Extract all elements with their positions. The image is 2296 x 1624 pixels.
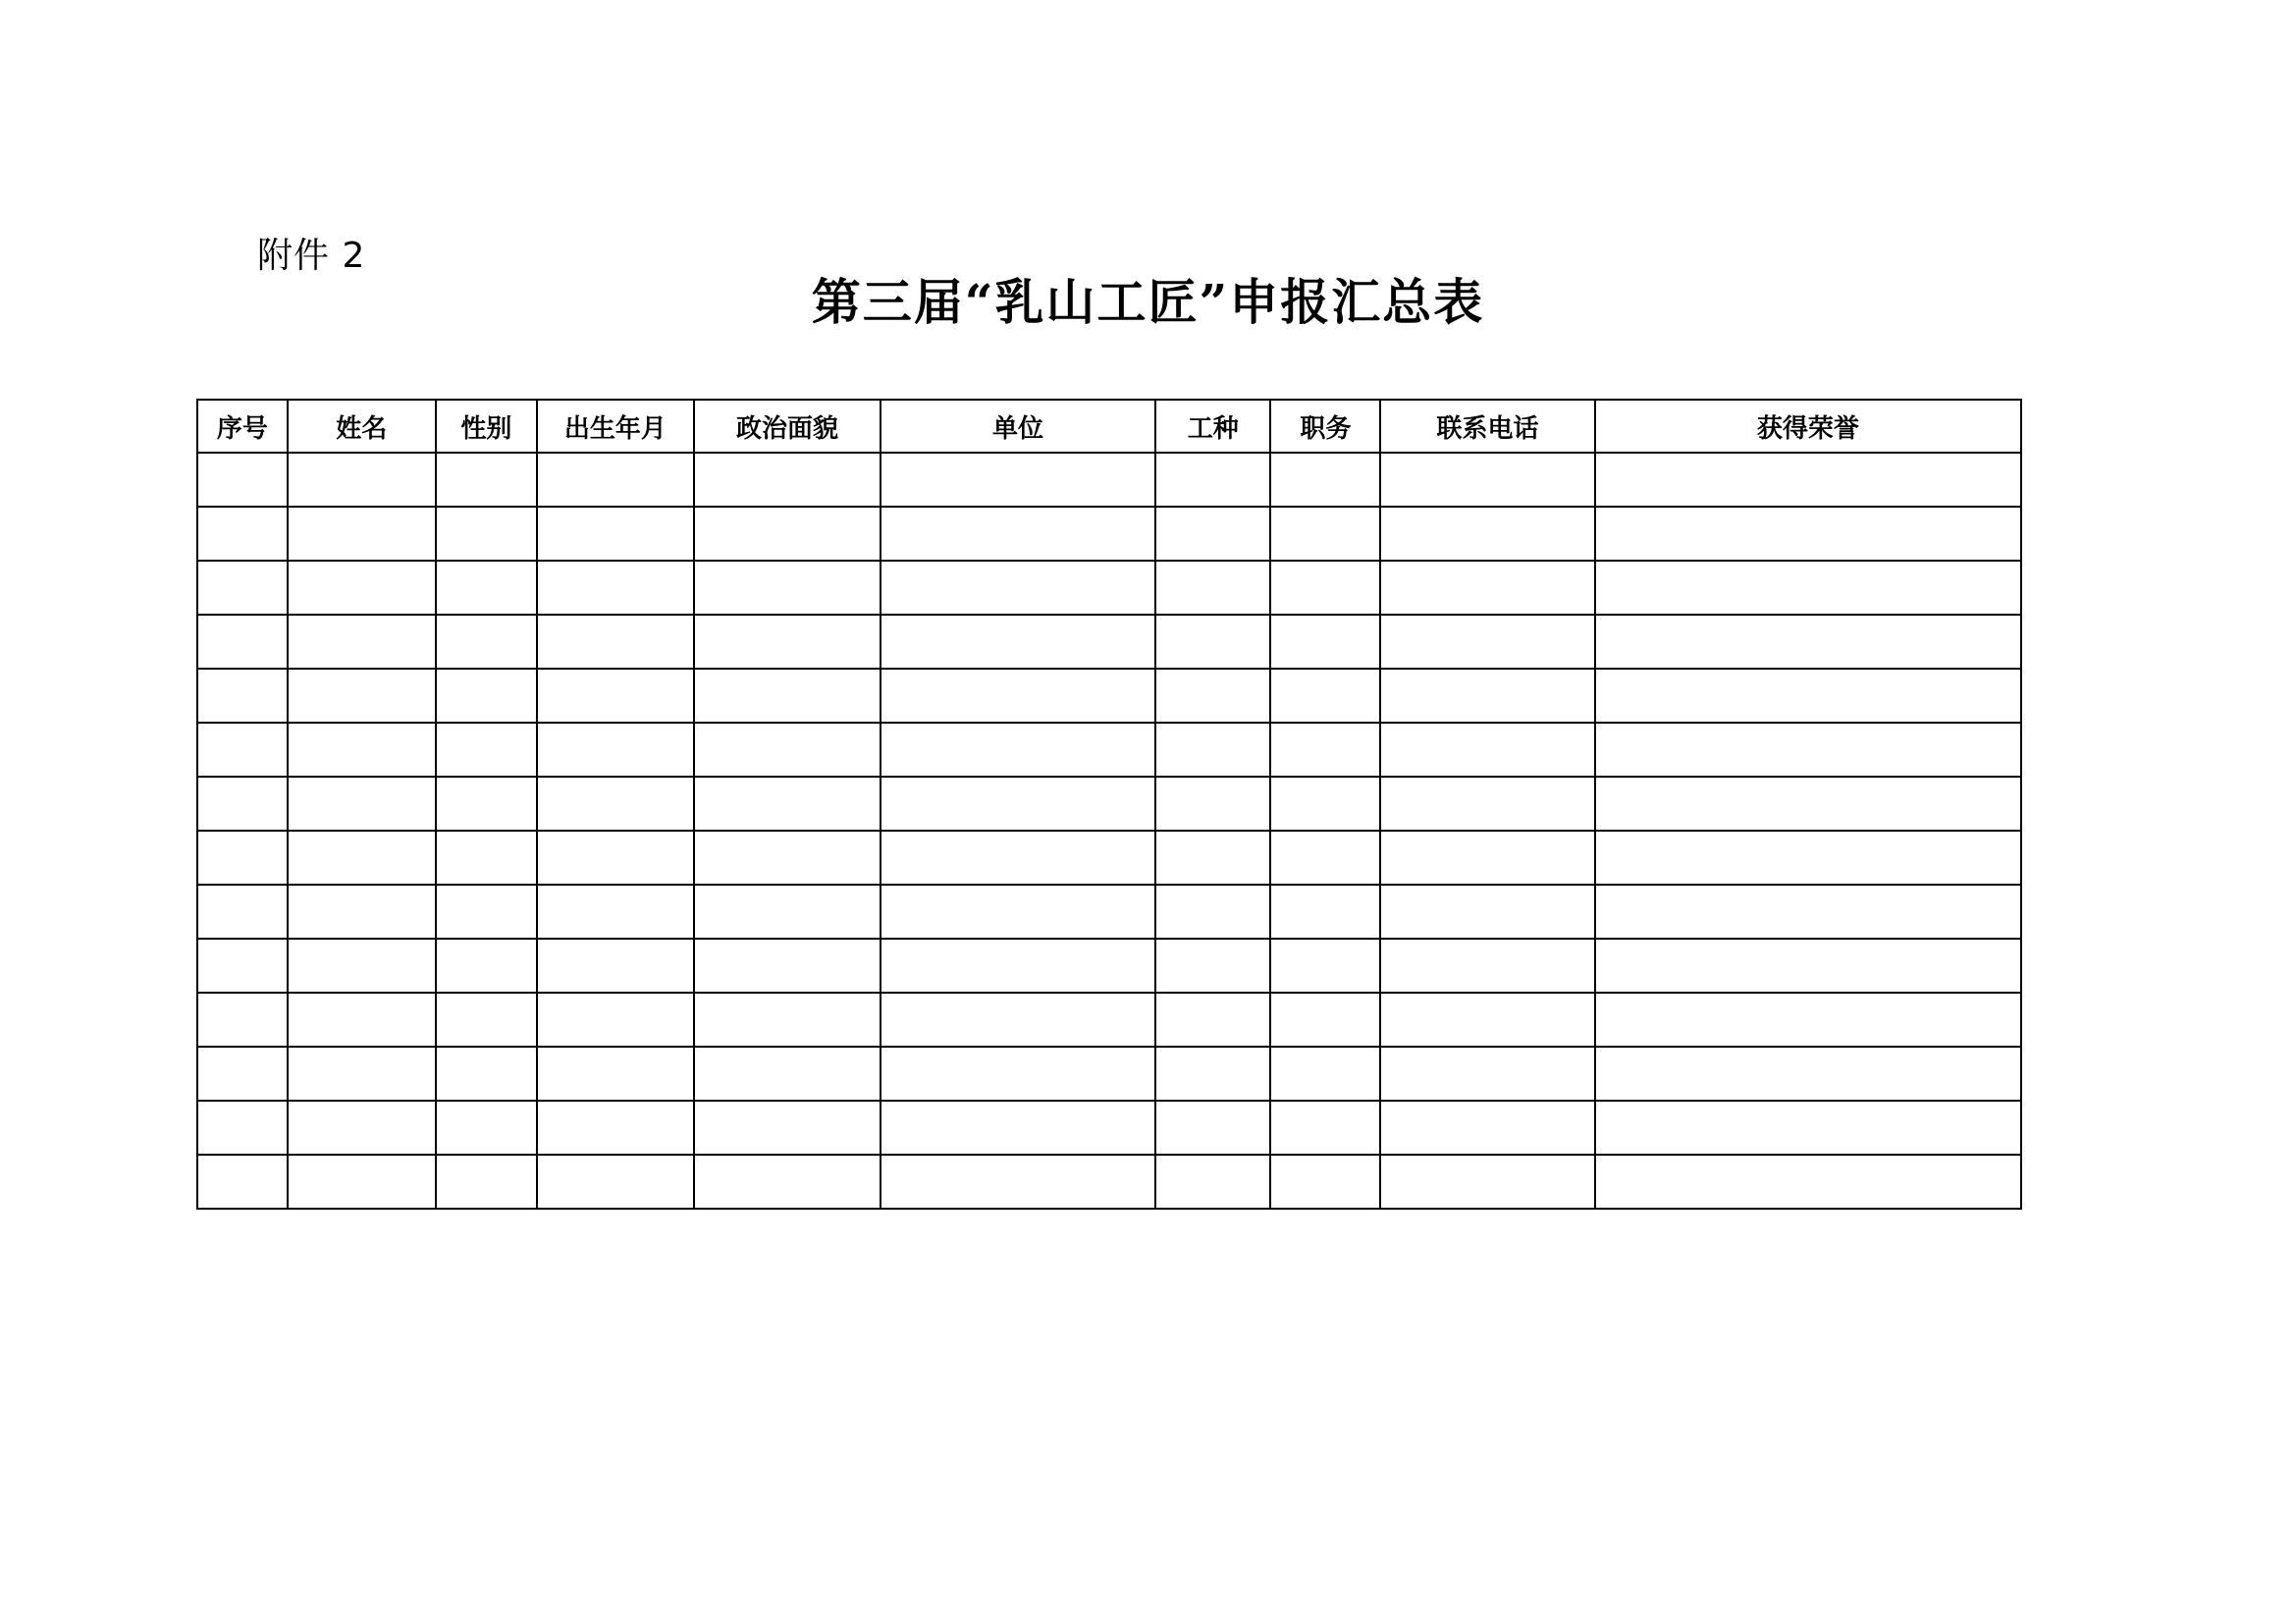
cell-phone[interactable] xyxy=(1380,453,1594,507)
cell-political[interactable] xyxy=(694,1047,881,1101)
cell-gender[interactable] xyxy=(436,939,537,993)
cell-index[interactable] xyxy=(197,1155,288,1209)
cell-birthdate[interactable] xyxy=(537,561,694,615)
cell-organization[interactable] xyxy=(881,453,1155,507)
cell-honors[interactable] xyxy=(1595,669,2021,723)
cell-index[interactable] xyxy=(197,507,288,561)
cell-worktype[interactable] xyxy=(1155,831,1271,885)
cell-position[interactable] xyxy=(1270,723,1380,777)
cell-birthdate[interactable] xyxy=(537,669,694,723)
cell-honors[interactable] xyxy=(1595,1047,2021,1101)
cell-name[interactable] xyxy=(288,669,436,723)
cell-index[interactable] xyxy=(197,939,288,993)
cell-name[interactable] xyxy=(288,1155,436,1209)
cell-honors[interactable] xyxy=(1595,1155,2021,1209)
cell-organization[interactable] xyxy=(881,1047,1155,1101)
cell-gender[interactable] xyxy=(436,507,537,561)
cell-position[interactable] xyxy=(1270,507,1380,561)
cell-position[interactable] xyxy=(1270,1101,1380,1155)
cell-honors[interactable] xyxy=(1595,723,2021,777)
cell-honors[interactable] xyxy=(1595,561,2021,615)
column-header-worktype: 工种 xyxy=(1155,400,1271,453)
cell-position[interactable] xyxy=(1270,939,1380,993)
cell-birthdate[interactable] xyxy=(537,831,694,885)
cell-name[interactable] xyxy=(288,615,436,669)
table-row xyxy=(197,669,2021,723)
cell-worktype[interactable] xyxy=(1155,993,1271,1047)
cell-index[interactable] xyxy=(197,561,288,615)
cell-phone[interactable] xyxy=(1380,885,1594,939)
cell-political[interactable] xyxy=(694,669,881,723)
cell-worktype[interactable] xyxy=(1155,453,1271,507)
column-header-political: 政治面貌 xyxy=(694,400,881,453)
cell-organization[interactable] xyxy=(881,885,1155,939)
cell-birthdate[interactable] xyxy=(537,723,694,777)
cell-political[interactable] xyxy=(694,939,881,993)
cell-phone[interactable] xyxy=(1380,615,1594,669)
cell-index[interactable] xyxy=(197,615,288,669)
cell-organization[interactable] xyxy=(881,561,1155,615)
table-row xyxy=(197,561,2021,615)
table-row xyxy=(197,777,2021,831)
cell-gender[interactable] xyxy=(436,1155,537,1209)
cell-honors[interactable] xyxy=(1595,1101,2021,1155)
cell-honors[interactable] xyxy=(1595,615,2021,669)
cell-name[interactable] xyxy=(288,939,436,993)
cell-honors[interactable] xyxy=(1595,507,2021,561)
cell-birthdate[interactable] xyxy=(537,453,694,507)
cell-political[interactable] xyxy=(694,885,881,939)
cell-position[interactable] xyxy=(1270,615,1380,669)
cell-worktype[interactable] xyxy=(1155,777,1271,831)
cell-political[interactable] xyxy=(694,1101,881,1155)
table-row xyxy=(197,507,2021,561)
cell-organization[interactable] xyxy=(881,615,1155,669)
table-row xyxy=(197,885,2021,939)
table-row xyxy=(197,1155,2021,1209)
cell-honors[interactable] xyxy=(1595,885,2021,939)
table-row xyxy=(197,831,2021,885)
cell-name[interactable] xyxy=(288,993,436,1047)
cell-political[interactable] xyxy=(694,993,881,1047)
cell-political[interactable] xyxy=(694,723,881,777)
cell-index[interactable] xyxy=(197,777,288,831)
cell-index[interactable] xyxy=(197,1047,288,1101)
cell-phone[interactable] xyxy=(1380,939,1594,993)
cell-organization[interactable] xyxy=(881,939,1155,993)
cell-position[interactable] xyxy=(1270,993,1380,1047)
cell-phone[interactable] xyxy=(1380,993,1594,1047)
cell-worktype[interactable] xyxy=(1155,669,1271,723)
cell-political[interactable] xyxy=(694,1155,881,1209)
cell-honors[interactable] xyxy=(1595,993,2021,1047)
cell-organization[interactable] xyxy=(881,1155,1155,1209)
cell-worktype[interactable] xyxy=(1155,1047,1271,1101)
cell-organization[interactable] xyxy=(881,723,1155,777)
cell-phone[interactable] xyxy=(1380,831,1594,885)
cell-gender[interactable] xyxy=(436,723,537,777)
cell-honors[interactable] xyxy=(1595,939,2021,993)
cell-worktype[interactable] xyxy=(1155,615,1271,669)
column-header-birthdate: 出生年月 xyxy=(537,400,694,453)
cell-birthdate[interactable] xyxy=(537,615,694,669)
attachment-label: 附件 2 xyxy=(257,236,366,276)
cell-honors[interactable] xyxy=(1595,831,2021,885)
cell-birthdate[interactable] xyxy=(537,1155,694,1209)
cell-name[interactable] xyxy=(288,1047,436,1101)
cell-index[interactable] xyxy=(197,723,288,777)
cell-name[interactable] xyxy=(288,777,436,831)
cell-index[interactable] xyxy=(197,453,288,507)
cell-gender[interactable] xyxy=(436,777,537,831)
cell-index[interactable] xyxy=(197,669,288,723)
cell-phone[interactable] xyxy=(1380,561,1594,615)
table-row xyxy=(197,453,2021,507)
cell-gender[interactable] xyxy=(436,993,537,1047)
cell-birthdate[interactable] xyxy=(537,507,694,561)
cell-organization[interactable] xyxy=(881,669,1155,723)
cell-worktype[interactable] xyxy=(1155,885,1271,939)
cell-organization[interactable] xyxy=(881,777,1155,831)
cell-phone[interactable] xyxy=(1380,723,1594,777)
cell-phone[interactable] xyxy=(1380,507,1594,561)
cell-honors[interactable] xyxy=(1595,777,2021,831)
table-row xyxy=(197,1047,2021,1101)
column-header-position: 职务 xyxy=(1270,400,1380,453)
cell-political[interactable] xyxy=(694,615,881,669)
column-header-honors: 获得荣誉 xyxy=(1595,400,2021,453)
cell-gender[interactable] xyxy=(436,885,537,939)
cell-name[interactable] xyxy=(288,831,436,885)
cell-position[interactable] xyxy=(1270,1155,1380,1209)
cell-index[interactable] xyxy=(197,1101,288,1155)
cell-worktype[interactable] xyxy=(1155,1155,1271,1209)
page-title: 第三届“乳山工匠”申报汇总表 xyxy=(811,273,1485,331)
cell-organization[interactable] xyxy=(881,1101,1155,1155)
cell-political[interactable] xyxy=(694,777,881,831)
cell-gender[interactable] xyxy=(436,669,537,723)
cell-worktype[interactable] xyxy=(1155,561,1271,615)
summary-table xyxy=(196,399,2022,1210)
cell-political[interactable] xyxy=(694,507,881,561)
cell-position[interactable] xyxy=(1270,561,1380,615)
cell-index[interactable] xyxy=(197,993,288,1047)
cell-phone[interactable] xyxy=(1380,669,1594,723)
cell-position[interactable] xyxy=(1270,453,1380,507)
cell-organization[interactable] xyxy=(881,507,1155,561)
cell-name[interactable] xyxy=(288,561,436,615)
cell-position[interactable] xyxy=(1270,885,1380,939)
cell-name[interactable] xyxy=(288,507,436,561)
table-row xyxy=(197,615,2021,669)
cell-phone[interactable] xyxy=(1380,777,1594,831)
cell-organization[interactable] xyxy=(881,831,1155,885)
table-row xyxy=(197,993,2021,1047)
column-header-gender: 性别 xyxy=(436,400,537,453)
summary-table-container xyxy=(196,399,2022,1210)
cell-worktype[interactable] xyxy=(1155,1101,1271,1155)
cell-phone[interactable] xyxy=(1380,1155,1594,1209)
table-row xyxy=(197,1101,2021,1155)
cell-worktype[interactable] xyxy=(1155,723,1271,777)
cell-political[interactable] xyxy=(694,561,881,615)
cell-position[interactable] xyxy=(1270,777,1380,831)
column-header-name: 姓名 xyxy=(288,400,436,453)
column-header-index: 序号 xyxy=(197,400,288,453)
cell-political[interactable] xyxy=(694,453,881,507)
cell-birthdate[interactable] xyxy=(537,993,694,1047)
cell-birthdate[interactable] xyxy=(537,885,694,939)
cell-worktype[interactable] xyxy=(1155,507,1271,561)
cell-index[interactable] xyxy=(197,831,288,885)
cell-birthdate[interactable] xyxy=(537,1101,694,1155)
column-header-phone: 联系电话 xyxy=(1380,400,1594,453)
cell-position[interactable] xyxy=(1270,831,1380,885)
cell-organization[interactable] xyxy=(881,993,1155,1047)
cell-name[interactable] xyxy=(288,1101,436,1155)
cell-name[interactable] xyxy=(288,723,436,777)
cell-birthdate[interactable] xyxy=(537,777,694,831)
cell-birthdate[interactable] xyxy=(537,1047,694,1101)
cell-phone[interactable] xyxy=(1380,1047,1594,1101)
cell-name[interactable] xyxy=(288,453,436,507)
cell-gender[interactable] xyxy=(436,831,537,885)
cell-phone[interactable] xyxy=(1380,1101,1594,1155)
cell-political[interactable] xyxy=(694,831,881,885)
cell-birthdate[interactable] xyxy=(537,939,694,993)
cell-position[interactable] xyxy=(1270,1047,1380,1101)
cell-gender[interactable] xyxy=(436,615,537,669)
cell-index[interactable] xyxy=(197,885,288,939)
table-body xyxy=(197,453,2021,1209)
cell-name[interactable] xyxy=(288,885,436,939)
cell-honors[interactable] xyxy=(1595,453,2021,507)
cell-gender[interactable] xyxy=(436,1047,537,1101)
cell-gender[interactable] xyxy=(436,561,537,615)
cell-gender[interactable] xyxy=(436,453,537,507)
table-row xyxy=(197,939,2021,993)
cell-position[interactable] xyxy=(1270,669,1380,723)
column-header-organization: 单位 xyxy=(881,400,1155,453)
table-header-row xyxy=(197,400,2021,453)
table-row xyxy=(197,723,2021,777)
cell-gender[interactable] xyxy=(436,1101,537,1155)
cell-worktype[interactable] xyxy=(1155,939,1271,993)
